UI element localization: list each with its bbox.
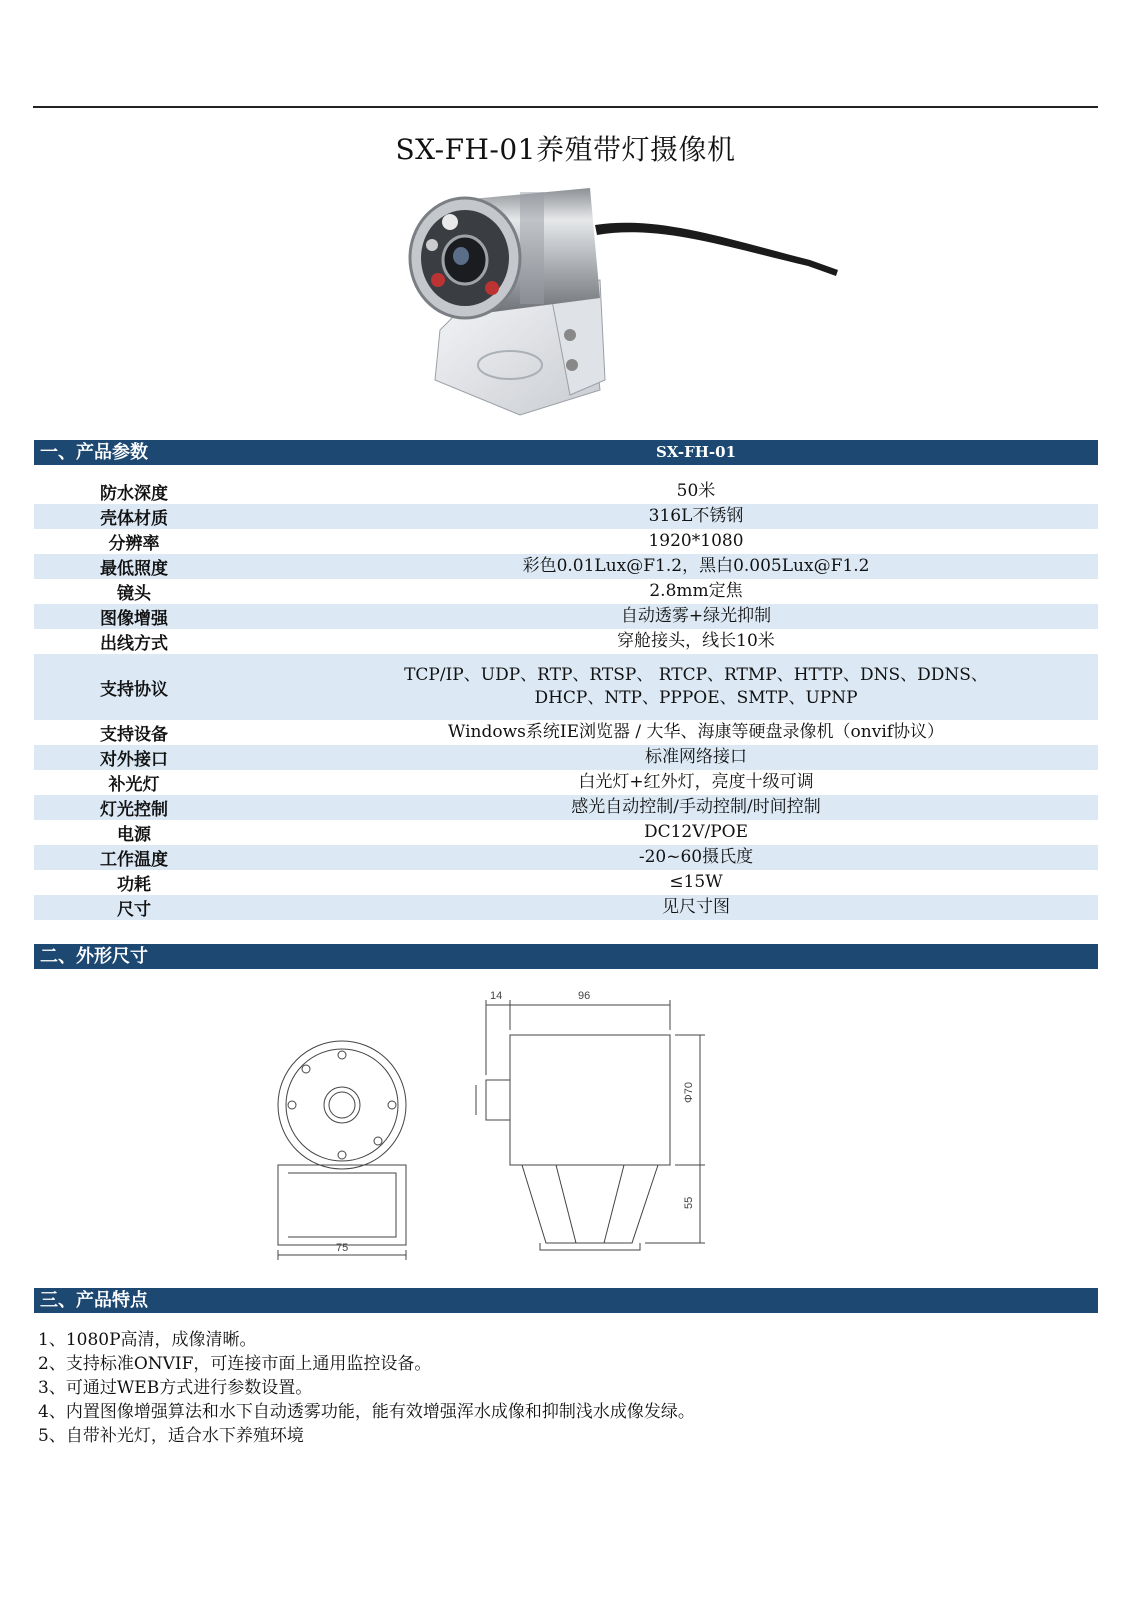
dimension-section-header	[34, 944, 1098, 969]
list-item: 3、可通过WEB方式进行参数设置。	[38, 1378, 313, 1398]
spec-row	[34, 895, 1098, 920]
spec-value: DC12V/POE	[643, 822, 749, 842]
spec-key: 电源	[117, 825, 151, 845]
spec-value: 自动透雾+绿光抑制	[620, 606, 772, 626]
spec-key: 壳体材质	[100, 509, 168, 529]
dimension-label: 96	[578, 990, 591, 1002]
page-title: SX-FH-01养殖带灯摄像机	[395, 133, 736, 166]
feature-section-header	[34, 1288, 1098, 1313]
spec-value: ≤15W	[669, 872, 723, 892]
spec-row	[34, 720, 1098, 745]
spec-key: 分辨率	[108, 534, 160, 554]
spec-section-header	[34, 440, 1098, 465]
spec-value: 50米	[676, 481, 716, 501]
spec-row	[34, 845, 1098, 870]
spec-key: 对外接口	[100, 750, 168, 770]
dimension-label: 75	[336, 1242, 349, 1254]
list-item: 2、支持标准ONVIF，可连接市面上通用监控设备。	[38, 1354, 432, 1374]
spec-section-title: 一、产品参数	[40, 442, 148, 463]
spec-key: 镜头	[117, 584, 151, 604]
spec-row	[34, 479, 1098, 504]
spec-row	[34, 770, 1098, 795]
dimension-section-title: 二、外形尺寸	[40, 946, 148, 967]
spec-key: 最低照度	[100, 559, 168, 579]
list-item: 4、内置图像增强算法和水下自动透雾功能，能有效增强浑水成像和抑制浅水成像发绿。	[38, 1402, 695, 1422]
spec-row	[34, 795, 1098, 820]
spec-row	[34, 629, 1098, 654]
spec-row	[34, 604, 1098, 629]
spec-row	[34, 554, 1098, 579]
spec-value: 彩色0.01Lux@F1.2，黑白0.005Lux@F1.2	[522, 556, 870, 576]
spec-value: 见尺寸图	[662, 897, 730, 917]
feature-section-title: 三、产品特点	[40, 1290, 148, 1311]
dimension-label: Φ70	[683, 1081, 695, 1103]
spec-value: Windows系统IE浏览器 / 大华、海康等硬盘录像机（onvif协议）	[447, 722, 945, 742]
spec-key: 灯光控制	[100, 800, 168, 820]
spec-row	[34, 504, 1098, 529]
spec-value: 1920*1080	[648, 531, 744, 551]
spec-row	[34, 654, 1098, 720]
feature-list	[38, 1328, 1088, 1448]
spec-value: 白光灯+红外灯，亮度十级可调	[578, 772, 814, 792]
spec-key: 防水深度	[100, 484, 168, 504]
spec-value: 标准网络接口	[645, 747, 747, 767]
spec-key: 支持协议	[100, 679, 168, 700]
spec-value: -20~60摄氏度	[638, 847, 754, 867]
list-item: 1、1080P高清，成像清晰。	[38, 1330, 257, 1350]
spec-row	[34, 745, 1098, 770]
spec-value: 感光自动控制/手动控制/时间控制	[571, 797, 821, 817]
spec-row	[34, 579, 1098, 604]
spec-key: 补光灯	[108, 775, 160, 795]
product-photo	[400, 180, 860, 430]
spec-key: 工作温度	[100, 850, 168, 870]
spec-row	[34, 820, 1098, 845]
spec-value	[294, 654, 1098, 720]
list-item: 5、自带补光灯，适合水下养殖环境	[38, 1426, 304, 1446]
spec-key: 功耗	[117, 875, 151, 895]
spec-value-line: TCP/IP、UDP、RTP、RTSP、 RTCP、RTMP、HTTP、DNS、DDNS、	[404, 665, 988, 685]
spec-model: SX-FH-01	[655, 443, 737, 461]
spec-row	[34, 870, 1098, 895]
top-rule	[33, 106, 1098, 108]
spec-key: 出线方式	[100, 634, 168, 654]
spec-table	[34, 479, 1098, 920]
spec-value: 316L不锈钢	[648, 506, 744, 526]
dimension-label: 55	[683, 1196, 695, 1209]
spec-value: 2.8mm定焦	[649, 581, 743, 601]
spec-key: 尺寸	[117, 900, 151, 920]
spec-key: 图像增强	[100, 609, 168, 629]
dimension-label: 14	[490, 990, 503, 1002]
spec-value-line: DHCP、NTP、PPPOE、SMTP、UPNP	[534, 688, 858, 708]
spec-value: 穿舱接头，线长10米	[617, 631, 775, 651]
spec-row	[34, 529, 1098, 554]
spec-key: 支持设备	[100, 725, 168, 745]
dimension-drawing	[260, 975, 720, 1265]
